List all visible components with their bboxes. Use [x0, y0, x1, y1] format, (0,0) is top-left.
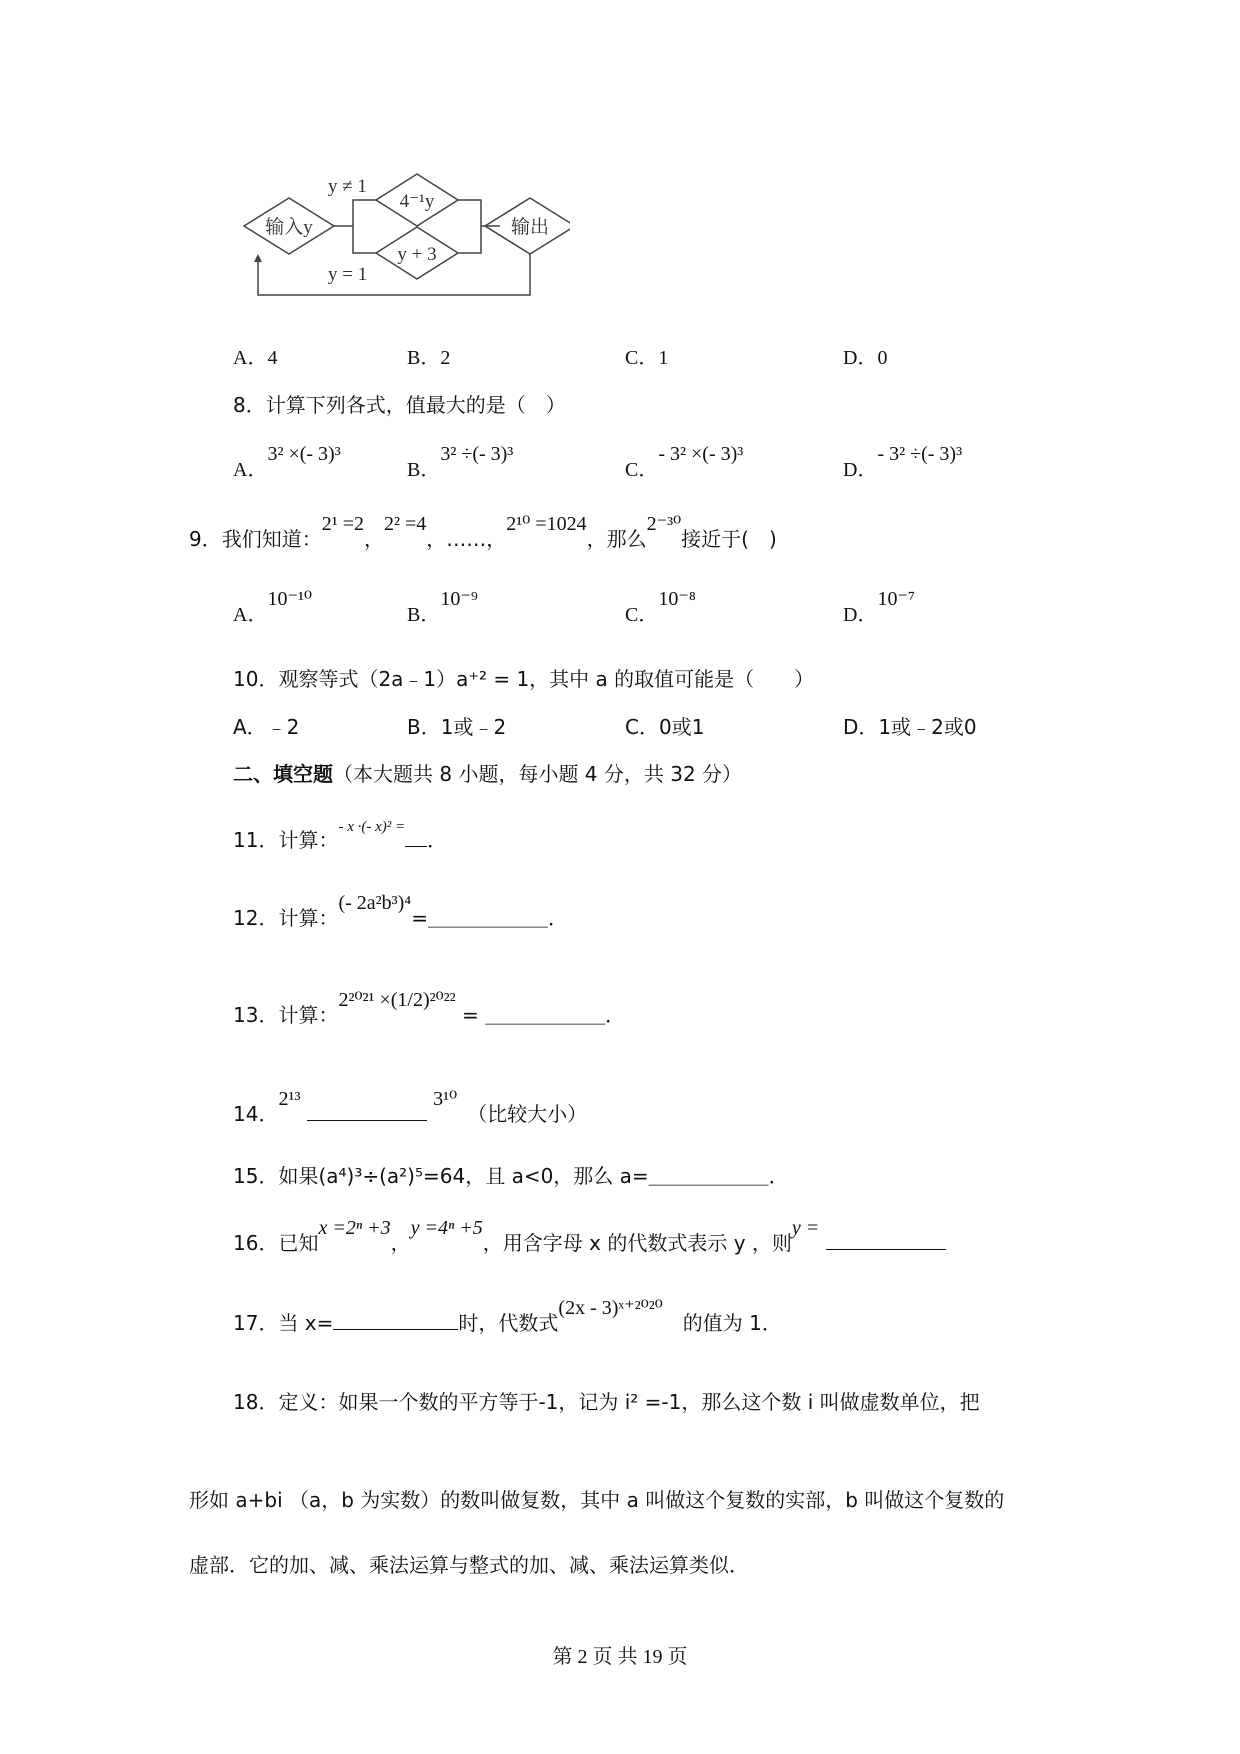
q8-label-a: A．: [233, 459, 268, 481]
q7-option-d: D．0: [843, 347, 888, 369]
q10-stem: 10．观察等式（2a﹣1）a⁺² = 1，其中 a 的取值可能是（ ）: [233, 667, 815, 691]
q9-expr-c: 10⁻⁸: [658, 588, 696, 610]
section-heading: 二、填空题（本大题共 8 小题，每小题 4 分，共 32 分）: [233, 762, 743, 786]
top-box-label: 4⁻¹y: [399, 191, 435, 212]
q17: 17．当 x= 时，代数式(2x - 3)ˣ⁺²⁰²⁰ 的值为 1．: [233, 1297, 782, 1335]
q11: 11．计算：$^{- x \cdot(- x)^2 =}$．: [233, 819, 448, 852]
q8-expr-c: - 3² ×(- 3)³: [658, 443, 744, 465]
q15: 15．如果(a⁴)³÷(a²)⁵=64，且 a<0，那么 a=＿＿＿＿＿＿．: [233, 1164, 789, 1188]
q13: 13．计算：2²⁰²¹ ×(1/2)²⁰²² = ＿＿＿＿＿＿．: [233, 989, 626, 1027]
output-label: 输出: [510, 217, 550, 238]
q7-option-a: A．4: [233, 347, 278, 369]
flowchart: [230, 160, 570, 310]
q8-expr-d: - 3² ÷(- 3)³: [877, 443, 963, 465]
q16: 16．已知x =2ⁿ +3，y =4ⁿ +5，用含字母 x 的代数式表示 y ，则y =: [233, 1231, 946, 1254]
q9-label-c: C．: [625, 604, 659, 626]
input-label: 输入y: [265, 217, 313, 238]
q9-label-d: D．: [843, 604, 878, 626]
q8-label-c: C．: [625, 459, 659, 481]
q10-option-d: D．1或﹣2或0: [843, 715, 977, 739]
q9-expr-a: 10⁻¹⁰: [267, 588, 313, 610]
cond-top: y ≠ 1: [328, 176, 367, 197]
q7-option-c: C．1: [625, 347, 669, 369]
q14: 14．2¹³ 3¹⁰ （比较大小）: [233, 1088, 588, 1126]
q18-line1: 18．定义：如果一个数的平方等于-1，记为 i² =-1，那么这个数 i 叫做虚数单位，把: [233, 1390, 980, 1414]
cond-bottom: y = 1: [328, 264, 368, 285]
q7-option-b: B．2: [407, 347, 451, 369]
q18-line3: 虚部．它的加、减、乘法运算与整式的加、减、乘法运算类似．: [189, 1553, 749, 1577]
q10-option-b: B．1或﹣2: [407, 715, 507, 739]
q9-label-b: B．: [407, 604, 441, 626]
q8-label-b: B．: [407, 459, 441, 481]
q18-line2: 形如 a+bi （a，b 为实数）的数叫做复数，其中 a 叫做这个复数的实部，b 叫做这个复数的: [189, 1488, 1005, 1512]
q10-option-c: C．0或1: [625, 715, 705, 739]
q9-expr-b: 10⁻⁹: [440, 588, 478, 610]
q12: 12．计算：(- 2a²b³)⁴=＿＿＿＿＿＿．: [233, 892, 569, 930]
q9-stem: 9．我们知道：2¹ =2，2² =4，……，2¹⁰ =1024，那么2⁻³⁰接近于( ): [189, 513, 777, 551]
bottom-box-label: y + 3: [397, 244, 437, 265]
q8-expr-b: 3² ÷(- 3)³: [440, 443, 514, 465]
q10-option-a: A．﹣2: [233, 715, 300, 739]
q8-label-d: D．: [843, 459, 878, 481]
q8-stem: 8．计算下列各式，值最大的是（ ）: [233, 393, 566, 417]
q9-expr-d: 10⁻⁷: [877, 588, 915, 610]
q9-label-a: A．: [233, 604, 268, 626]
q8-expr-a: 3² ×(- 3)³: [267, 443, 341, 465]
page-footer: 第 2 页 共 19 页: [552, 1646, 688, 1668]
